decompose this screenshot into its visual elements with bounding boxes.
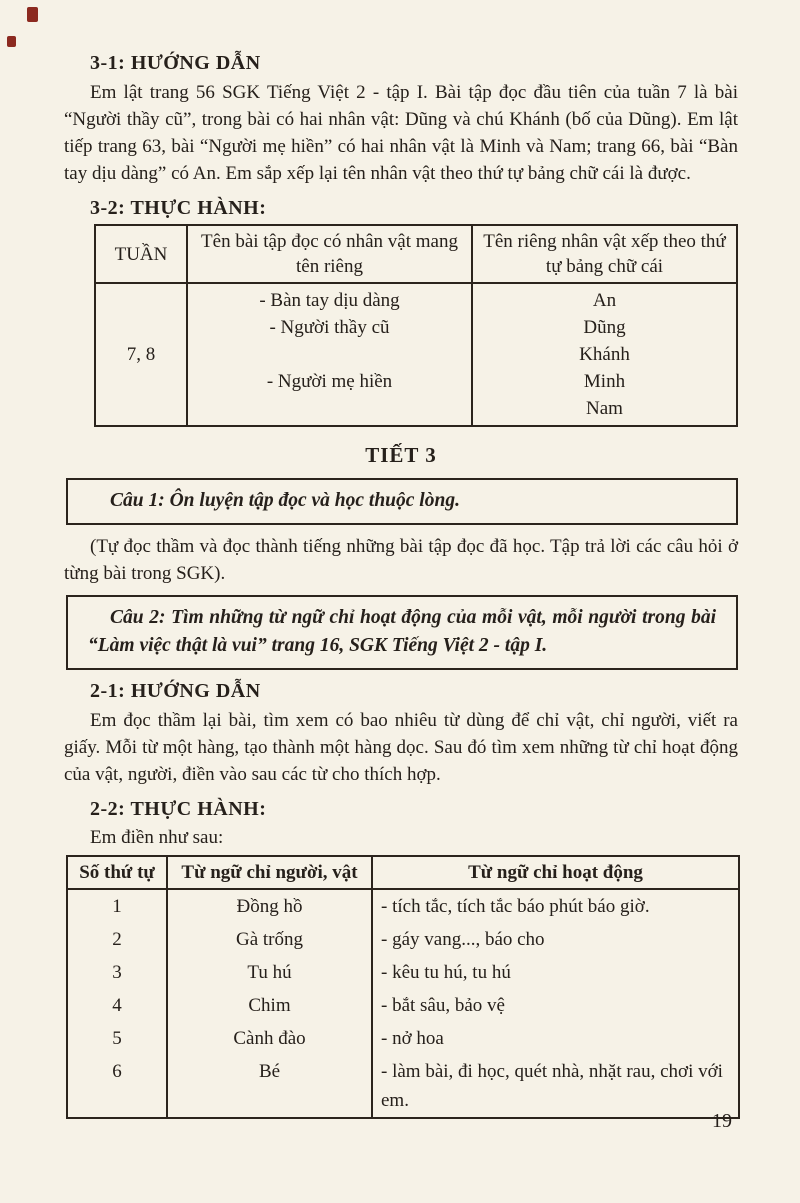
cell-ordinal: 2 — [67, 923, 167, 956]
table-row — [67, 989, 739, 1022]
scan-artifact — [7, 36, 16, 47]
heading-3-2: 3-2: THỰC HÀNH: — [90, 197, 267, 219]
cell-activity: - kêu tu hú, tu hú — [372, 956, 739, 989]
cell-activity: - bắt sâu, bảo vệ — [372, 989, 739, 1022]
cell-activity: - làm bài, đi học, quét nhà, nhặt rau, chơi với em. — [372, 1055, 739, 1118]
header-lesson-titles: Tên bài tập đọc có nhân vật mang tên riêng — [187, 225, 472, 283]
heading-2-2: 2-2: THỰC HÀNH: — [90, 798, 267, 820]
cell-ordinal: 3 — [67, 956, 167, 989]
cell-subject: Tu hú — [167, 956, 372, 989]
table-week-lessons — [94, 224, 738, 427]
table-row — [67, 889, 739, 923]
name-item: Minh — [583, 371, 626, 392]
cell-subject: Chim — [167, 989, 372, 1022]
table-row — [67, 956, 739, 989]
name-item: Dũng — [583, 317, 626, 338]
table-intro-text: Em điền như sau: — [90, 827, 224, 848]
scan-artifact — [27, 7, 38, 22]
question-box-2: Câu 2: Tìm những từ ngữ chỉ hoạt động của mỗi vật, mỗi người trong bài “Làm việc thật là vui” trang 16, SGK Tiếng Việt 2 - tập I. — [66, 595, 738, 670]
header-subject-words: Từ ngữ chỉ người, vật — [167, 856, 372, 889]
header-names-sorted: Tên riêng nhân vật xếp theo thứ tự bảng chữ cái — [472, 225, 737, 283]
lesson-item: - Bàn tay dịu dàng — [259, 290, 400, 311]
cell-names — [472, 283, 737, 426]
heading-2-1: 2-1: HƯỚNG DẪN — [90, 680, 261, 702]
heading-3-1: 3-1: HƯỚNG DẪN — [90, 52, 261, 74]
table-row — [67, 1022, 739, 1055]
paragraph-2-1: Em đọc thầm lại bài, tìm xem có bao nhiêu từ dùng để chỉ vật, chỉ người, viết ra giấy. Mỗi từ một hàng, tạo thành một hàng dọc. Sau đó tìm xem những từ chỉ hoạt động của vật, người, điền vào sau các từ cho thích hợp. — [64, 710, 738, 785]
table-header-row — [95, 225, 737, 283]
header-week: TUẦN — [95, 225, 187, 283]
cell-activity: - gáy vang..., báo cho — [372, 923, 739, 956]
cell-ordinal: 5 — [67, 1022, 167, 1055]
cell-subject: Đồng hồ — [167, 889, 372, 923]
paragraph-3-1: Em lật trang 56 SGK Tiếng Việt 2 - tập I. Bài tập đọc đầu tiên của tuần 7 là bài “Người thầy cũ”, trong bài có hai nhân vật: Dũng và chú Khánh (bố của Dũng). Em lật tiếp trang 63, bài “Người mẹ hiền” có hai nhân vật là Minh và Nam; trang 66, bài “Bàn tay dịu dàng” có An. Em sắp xếp lại tên nhân vật theo thứ tự bảng chữ cái là được. — [64, 82, 738, 184]
lesson-item: - Người mẹ hiền — [266, 371, 393, 392]
cell-ordinal: 1 — [67, 889, 167, 923]
table-words-activities — [66, 855, 740, 1119]
page-number: 19 — [712, 1110, 732, 1132]
name-item: Nam — [586, 398, 623, 419]
cell-subject: Gà trống — [167, 923, 372, 956]
cell-lessons — [187, 283, 472, 426]
cell-activity: - nở hoa — [372, 1022, 739, 1055]
lesson-item: - Người thầy cũ — [269, 317, 390, 338]
table-row — [67, 1055, 739, 1118]
name-item: Khánh — [579, 344, 630, 365]
header-ordinal: Số thứ tự — [67, 856, 167, 889]
blank-line — [194, 341, 465, 368]
question-box-1: Câu 1: Ôn luyện tập đọc và học thuộc lòng. — [66, 478, 738, 525]
cell-ordinal: 4 — [67, 989, 167, 1022]
cell-ordinal: 6 — [67, 1055, 167, 1118]
header-activity-words: Từ ngữ chỉ hoạt động — [372, 856, 739, 889]
cell-week: 7, 8 — [95, 283, 187, 426]
name-item: An — [592, 290, 617, 311]
lesson-title: TIẾT 3 — [365, 443, 437, 467]
table-header-row — [67, 856, 739, 889]
question-1-note: (Tự đọc thầm và đọc thành tiếng những bài tập đọc đã học. Tập trả lời các câu hỏi ở từng bài trong SGK). — [64, 536, 738, 584]
table-row — [95, 283, 737, 426]
cell-subject: Cành đào — [167, 1022, 372, 1055]
table-row — [67, 923, 739, 956]
cell-activity: - tích tắc, tích tắc báo phút báo giờ. — [372, 889, 739, 923]
cell-subject: Bé — [167, 1055, 372, 1118]
